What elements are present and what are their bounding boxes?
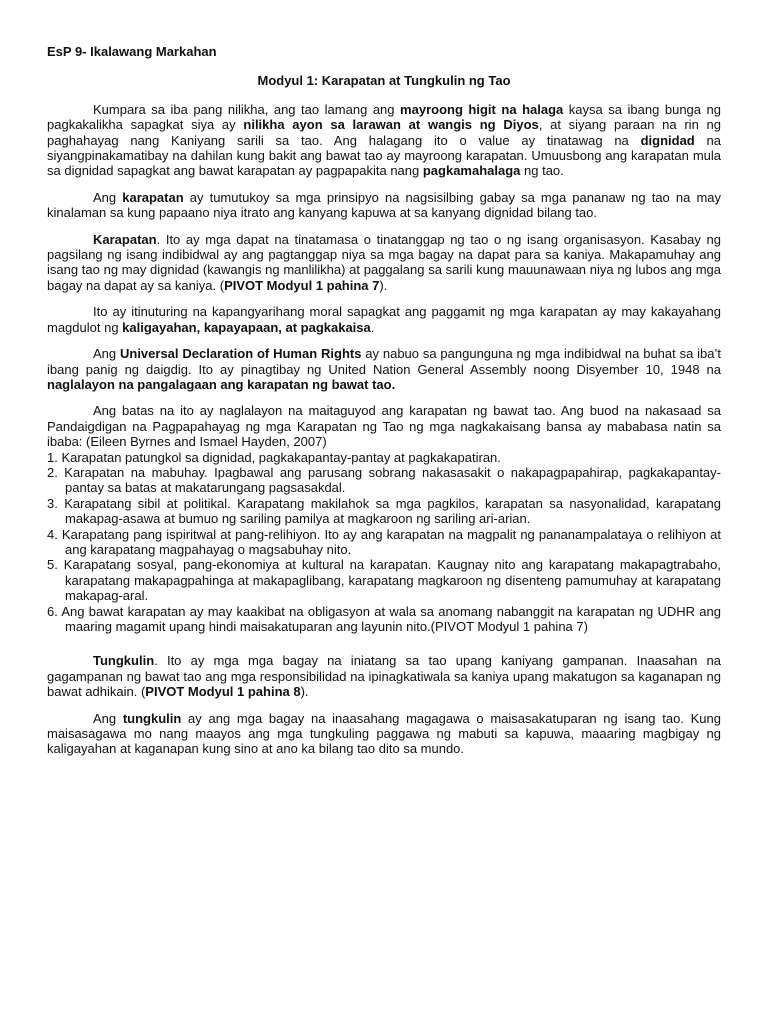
spacer <box>47 634 721 653</box>
paragraph-moral-power: Ito ay itinuturing na kapangyarihang moral sapagkat ang paggamit ng mga karapatan ay may kakayahang magdulot ng kaligayahan, kapayapaan, at pagkakaisa. <box>47 304 721 335</box>
paragraph-dignidad: Kumpara sa iba pang nilikha, ang tao lamang ang mayroong higit na halaga kaysa sa ibang bunga ng pagkakalikha sapagkat siya ay nilikha ayon sa larawan at wangis ng Diyos, at siyang paraan na rin ng paghahayag nang Kaniyang sarili sa tao. Ang halagang ito o value ay tinatawag na dignidad na siyangpinakamatibay na dahilan kung bakit ang bawat tao ay mayroong karapatan. Umuusbong ang karapatan mula sa dignidad sapagkat ang bawat karapatan ay pagpapakita nang pagkamahalaga ng tao. <box>47 101 722 179</box>
module-title: Modyul 1: Karapatan at Tungkulin ng Tao <box>257 73 511 89</box>
paragraph-batas: Ang batas na ito ay naglalayon na maitaguyod ang karapatan ng bawat tao. Ang buod na nakasaad sa Pandaigdigan na Pagpapahayag ng mga Karapatan ng Tao ng mga nagkakaisang bansa ay mababasa natin sa ibaba: (Eileen Byrnes and Ismael Hayden, 2007) <box>47 403 721 450</box>
paragraph-karapatan-definition: Ang karapatan ay tumutukoy sa mga prinsipyo na nagsisilbing gabay sa mga pananaw ng tao na may kinalaman sa kung papaano niya itrato ang kanyang kapuwa at sa kanyang dignidad bilang tao. <box>47 189 721 221</box>
list-item: 6. Ang bawat karapatan ay may kaakibat na obligasyon at wala sa anomang nabanggit na karapatan ng UDHR ang maaring magamit upang hindi maisakatuparan ang layunin nito.(PIVOT Modyul 1 pahina 7) <box>47 603 721 634</box>
list-item: 5. Karapatang sosyal, pang-ekonomiya at kultural na karapatan. Kaugnay nito ang karapatang makapagtrabaho, karapatang makapagpahinga at makapaglibang, karapatang magkaroon ng disenteng pamumuhay at karapatang makapag-aral. <box>47 557 721 604</box>
paragraph-tungkulin-definition: Ang tungkulin ay ang mga bagay na inaasahang magagawa o maisasakatuparan ng isang tao. Kung maisasagawa mo nang maayos ang mga tungkuling paggawa ng mabuti sa kapuwa, maaaring magbigay ng kaligayahan at kaganapan kung sino at ano ka bilang tao dito sa mundo. <box>47 710 721 757</box>
list-item: 3. Karapatang sibil at politikal. Karapatang makilahok sa mga pagkilos, karapatan sa nasyonalidad, karapatang makapag-asawa at bumuo ng sariling pamilya at magkaroon ng sariling ari-arian. <box>47 495 721 527</box>
paragraph-karapatan: Karapatan. Ito ay mga dapat na tinatamasa o tinatanggap ng tao o ng isang organisasyon. Kasabay ng pagsilang ng isang indibidwal ay ang pagtanggap niya sa mga bagay na dapat para sa kaniya. Makapamuhay ang isang tao ng may dignidad (kawangis ng manlilikha) at paggalang sa sarili kung mauunawaan niya ng lubos ang mga bagay na dapat ay sa kaniya. (PIVOT Modyul 1 pahina 7). <box>47 231 721 293</box>
paragraph-tungkulin: Tungkulin. Ito ay mga mga bagay na iniatang sa tao upang kaniyang gampanan. Inaasahan na gagampanan ng bawat tao ang mga responsibilidad na ipinagkatiwala sa kaniya upang makatugon sa kaganapan ng bawat adhikain. (PIVOT Modyul 1 pahina 8). <box>47 653 721 700</box>
paragraph-udhr: Ang Universal Declaration of Human Rights ay nabuo sa pangunguna ng mga indibidwal na buhat sa iba’t ibang panig ng daigdig. Ito ay pinagtibay ng United Nation General Assembly noong Disyember 10, 1948 na naglalayon na pangalagaan ang karapatan ng bawat tao. <box>47 346 721 392</box>
list-item: 2. Karapatan na mabuhay. Ipagbawal ang parusang sobrang nakasasakit o nakapagpapahirap, pagkakapantay-pantay sa batas at makatarungang pagsasakdal. <box>47 464 721 496</box>
rights-list <box>47 450 721 635</box>
document-header: EsP 9- Ikalawang Markahan <box>47 44 217 59</box>
list-item: 4. Karapatang pang ispiritwal at pang-relihiyon. Ito ay ang karapatan na magpalit ng pananampalataya o relihiyon at ang karapatang magpahayag o magsabuhay nito. <box>47 526 721 557</box>
list-item: 1. Karapatan patungkol sa dignidad, pagkakapantay-pantay at pagkakapatiran. <box>47 449 501 465</box>
